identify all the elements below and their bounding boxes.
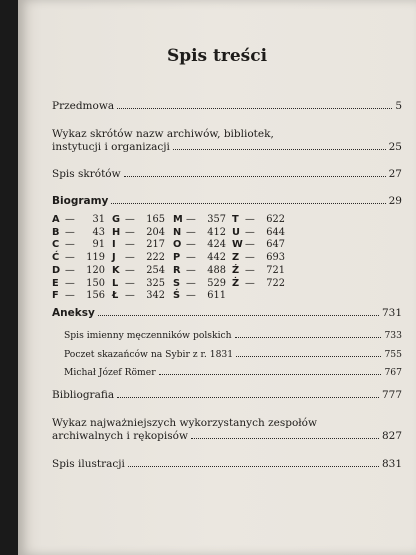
index-letter: L	[112, 277, 119, 289]
index-dash: —	[125, 290, 135, 302]
index-page: 488	[207, 264, 226, 276]
index-letter: Ż	[232, 277, 240, 289]
letter-index-row	[232, 214, 292, 227]
toc-page: 755	[384, 349, 402, 360]
letter-index-row	[52, 227, 112, 240]
letter-index-row	[112, 265, 172, 278]
index-page: 120	[86, 264, 105, 276]
index-page: 119	[86, 252, 105, 264]
index-letter: Z	[232, 252, 240, 264]
letter-index-row	[52, 214, 112, 227]
index-page: 424	[207, 239, 226, 251]
toc-label: instytucji i organizacji	[52, 141, 170, 153]
index-page: 647	[266, 239, 285, 251]
index-page: 217	[146, 239, 165, 251]
index-dash: —	[125, 214, 135, 225]
index-dash: —	[125, 252, 135, 264]
letter-index-row	[52, 265, 112, 278]
index-letter: G	[112, 214, 121, 225]
index-letter: H	[112, 226, 121, 238]
index-letter: S	[173, 277, 181, 289]
letter-index-row	[173, 239, 233, 252]
letter-column-1	[52, 214, 112, 303]
index-page: 412	[207, 226, 226, 238]
index-dash: —	[245, 277, 255, 289]
index-page: 31	[92, 214, 105, 225]
index-dash: —	[186, 214, 196, 225]
letter-index-row	[112, 290, 172, 303]
letter-index-row	[232, 265, 292, 278]
letter-index-row	[173, 290, 233, 303]
index-letter: U	[232, 226, 240, 238]
dot-leader	[111, 203, 385, 204]
index-dash: —	[65, 290, 75, 302]
index-letter: Ć	[52, 252, 60, 264]
dot-leader	[117, 108, 392, 109]
toc-entry-przedmowa	[52, 100, 402, 113]
index-dash: —	[186, 277, 196, 289]
index-page: 693	[266, 252, 285, 264]
index-letter: Ź	[232, 264, 240, 276]
index-dash: —	[65, 277, 75, 289]
toc-entry-aneksy	[52, 307, 402, 320]
letter-index-row	[52, 239, 112, 252]
index-dash: —	[65, 264, 75, 276]
dot-leader	[117, 397, 379, 398]
toc-page: 29	[388, 195, 402, 207]
letter-index-row	[173, 265, 233, 278]
index-dash: —	[186, 252, 196, 264]
index-page: 722	[266, 277, 285, 289]
index-page: 43	[92, 226, 105, 238]
index-letter: N	[173, 226, 182, 238]
toc-label: Spis skrótów	[52, 168, 121, 180]
toc-entry-spis-ilustracji	[52, 458, 402, 471]
toc-label: Biogramy	[52, 195, 109, 207]
letter-index-row	[112, 278, 172, 291]
toc-page: 733	[384, 330, 402, 341]
dot-leader	[98, 315, 379, 316]
toc-entry-spis-imienny	[64, 329, 402, 342]
index-page: 342	[146, 290, 165, 302]
toc-label-line1: Wykaz najważniejszych wykorzystanych zespołów	[52, 417, 317, 429]
toc-entry-michal-jozef-romer	[64, 366, 402, 379]
index-letter: J	[112, 252, 116, 264]
toc-label: Poczet skazańców na Sybir z r. 1831	[64, 349, 234, 360]
letter-index-row	[112, 252, 172, 265]
index-letter: W	[232, 239, 243, 251]
letter-index-row	[52, 252, 112, 265]
index-dash: —	[65, 252, 75, 264]
letter-index-row	[173, 214, 233, 227]
letter-index-row	[232, 278, 292, 291]
toc-entry-wykaz-skrotow-nazw	[52, 128, 402, 154]
letter-index-row	[173, 227, 233, 240]
toc-label: archiwalnych i rękopisów	[52, 430, 188, 442]
index-dash: —	[125, 239, 135, 251]
index-letter: A	[52, 214, 60, 225]
letter-column-2	[112, 214, 172, 303]
index-dash: —	[245, 226, 255, 238]
index-dash: —	[125, 226, 135, 238]
index-page: 254	[146, 264, 165, 276]
toc-label-line1: Wykaz skrótów nazw archiwów, bibliotek,	[52, 128, 274, 140]
index-letter: P	[173, 252, 181, 264]
page-title: Spis treści	[166, 46, 268, 66]
index-letter: D	[52, 264, 61, 276]
index-dash: —	[65, 226, 75, 238]
letter-index-row	[173, 252, 233, 265]
toc-entry-poczet-skazancow	[64, 348, 402, 361]
letter-index-row	[232, 239, 292, 252]
letter-index-row	[232, 252, 292, 265]
toc-entry-wykaz-zespolow	[52, 417, 402, 443]
dot-leader	[159, 374, 382, 375]
index-letter: I	[112, 239, 116, 251]
toc-page: 827	[381, 430, 402, 442]
index-page: 156	[86, 290, 105, 302]
index-dash: —	[125, 277, 135, 289]
toc-entry-biogramy	[52, 195, 402, 208]
letter-index-row	[52, 290, 112, 303]
index-page: 357	[207, 214, 226, 225]
dot-leader	[191, 438, 379, 439]
book-page	[18, 0, 416, 555]
index-letter: R	[173, 264, 181, 276]
letter-column-4	[232, 214, 292, 290]
toc-page: 767	[384, 367, 402, 378]
toc-entry-spis-skrotow	[52, 168, 402, 181]
index-letter: Ś	[173, 290, 181, 302]
toc-label: Aneksy	[52, 307, 95, 319]
letter-index-row	[52, 278, 112, 291]
index-dash: —	[186, 239, 196, 251]
index-dash: —	[245, 214, 255, 225]
index-letter: T	[232, 214, 239, 225]
letter-column-3	[173, 214, 233, 303]
index-page: 91	[92, 239, 105, 251]
index-page: 165	[146, 214, 165, 225]
toc-label: Spis ilustracji	[52, 458, 125, 470]
index-page: 442	[207, 252, 226, 264]
index-dash: —	[65, 214, 75, 225]
index-page: 204	[146, 226, 165, 238]
toc-label: Spis imienny męczenników polskich	[64, 330, 232, 341]
index-page: 222	[146, 252, 165, 264]
toc-page: 5	[395, 100, 402, 112]
index-dash: —	[245, 264, 255, 276]
index-dash: —	[125, 264, 135, 276]
index-dash: —	[186, 264, 196, 276]
index-page: 150	[86, 277, 105, 289]
index-letter: F	[52, 290, 59, 302]
toc-page: 25	[388, 141, 402, 153]
toc-label: Michał Józef Römer	[64, 367, 156, 378]
index-letter: K	[112, 264, 120, 276]
index-dash: —	[65, 239, 75, 251]
letter-index-row	[112, 239, 172, 252]
index-dash: —	[245, 252, 255, 264]
letter-index-row	[232, 227, 292, 240]
letter-index-row	[112, 214, 172, 227]
index-page: 644	[266, 226, 285, 238]
toc-page: 831	[381, 458, 402, 470]
index-page: 611	[207, 290, 226, 302]
letter-index-row	[173, 278, 233, 291]
index-dash: —	[186, 290, 196, 302]
index-letter: B	[52, 226, 60, 238]
index-dash: —	[186, 226, 196, 238]
index-letter: C	[52, 239, 60, 251]
index-page: 721	[266, 264, 285, 276]
toc-page: 731	[381, 307, 402, 319]
index-letter: M	[173, 214, 183, 225]
toc-label: Przedmowa	[52, 100, 115, 112]
index-dash: —	[245, 239, 255, 251]
dot-leader	[236, 356, 381, 357]
dot-leader	[124, 176, 386, 177]
toc-page: 777	[381, 389, 402, 401]
index-page: 529	[207, 277, 226, 289]
index-letter: O	[173, 239, 182, 251]
toc-page: 27	[388, 168, 402, 180]
index-letter: Ł	[112, 290, 119, 302]
index-page: 622	[266, 214, 285, 225]
toc-entry-bibliografia	[52, 389, 402, 402]
index-letter: E	[52, 277, 59, 289]
letter-index-row	[112, 227, 172, 240]
toc-label: Bibliografia	[52, 389, 115, 401]
dot-leader	[235, 337, 382, 338]
dot-leader	[128, 466, 379, 467]
index-page: 325	[146, 277, 165, 289]
dot-leader	[173, 149, 386, 150]
